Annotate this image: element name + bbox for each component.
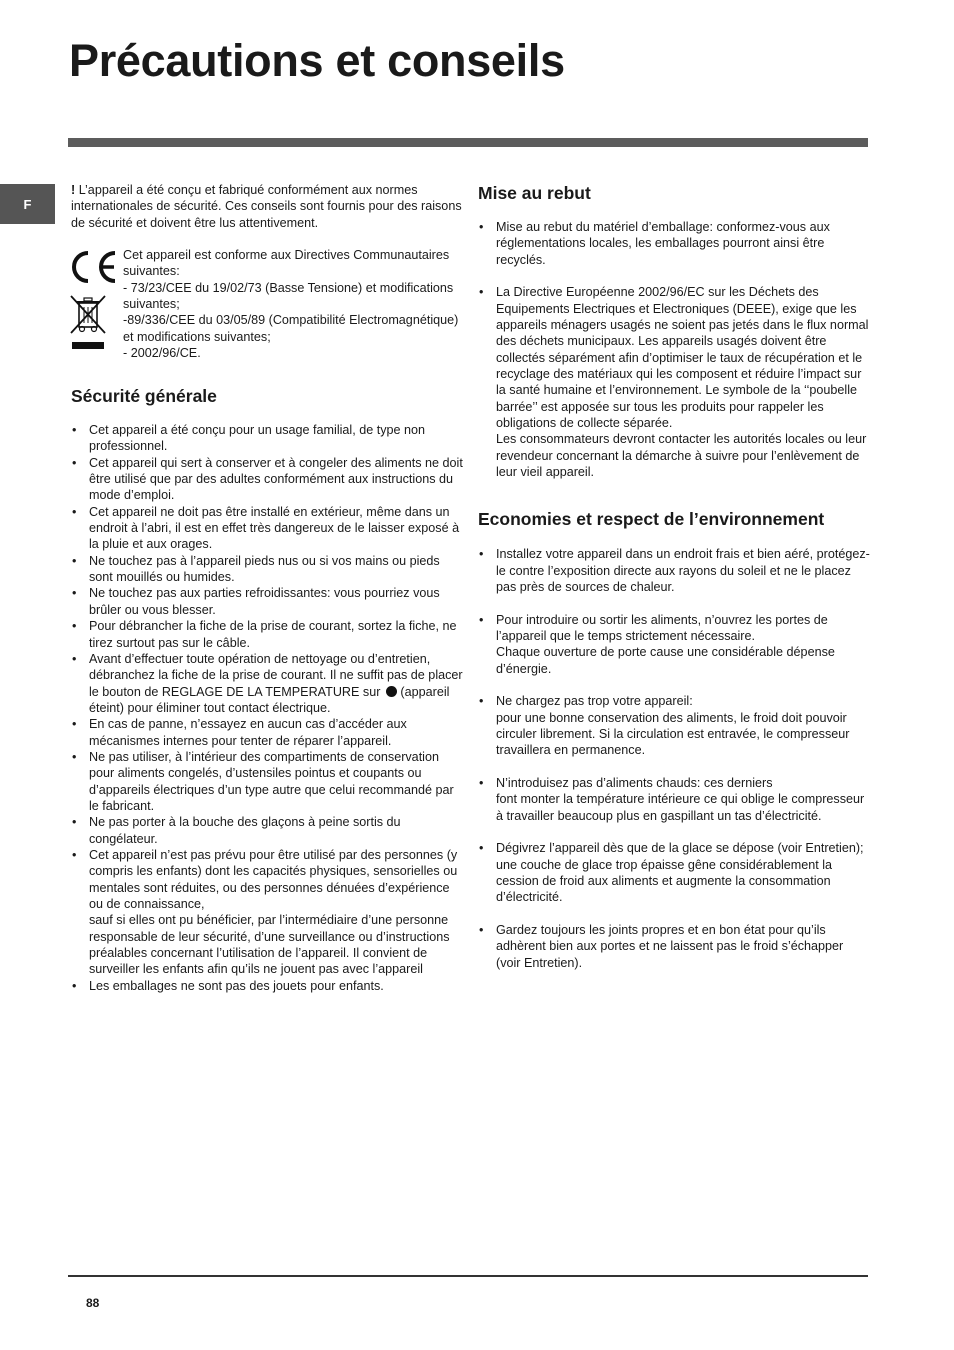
- list-item-text: Chaque ouverture de porte cause une considérable dépense d’énergie.: [496, 645, 835, 676]
- intro-text: L’appareil a été conçu et fabriqué conformément aux normes internationales de sécurité. Ces conseils sont fournis pour des raisons de sécurité et doivent être lus attentivement.: [71, 183, 462, 230]
- list-item: • Dégivrez l’appareil dès que de la glace se dépose (voir Entretien); une couche de glace trop épaisse gêne considérablement la cession de froid aux aliments et augmente la consommation d’électricité.: [478, 840, 870, 905]
- list-item-text: • Pour introduire ou sortir les aliments, n’ouvrez les portes de l’appareil que le temps strictement nécessaire.: [496, 612, 828, 644]
- ce-line: -89/336/CEE du 03/05/89 (Compatibilité Electromagnétique) et modifications suivantes;: [123, 313, 459, 344]
- list-item-text: • La Directive Européenne 2002/96/EC sur les Déchets des Equipements Electriques et Electroniques (DEEE), exige que les appareils ménagers usagés ne soient pas jetés dans le flux normal des déchets municipaux. Les appareils usagés doivent être collectés séparément afin d’optimiser le taux de récupération et le recyclage des matériaux qui les composent et réduire l’impact sur la santé humaine et l’environnement. Le symbole de la ‘‘poubelle barrée’’ est apposée sur tous les produits pour rappeler les obligations de collecte séparée.: [496, 285, 869, 431]
- list-item-text: Avant d’effectuer toute opération de nettoyage ou d’entretien, débranchez la fiche de la prise de courant. Il ne suffit pas de placer le bouton de REGLAGE DE LA TEMPERATURE sur: [89, 651, 463, 699]
- list-item: • Cet appareil a été conçu pour un usage familial, de type non professionnel.: [71, 422, 466, 455]
- page-number: 88: [86, 1296, 100, 1310]
- page-title: Précautions et conseils: [69, 35, 565, 86]
- list-item-text: pour une bonne conservation des aliments, le froid doit pouvoir circuler librement. Si la circulation est entravée, le compresseur travaillera en permanence.: [496, 710, 850, 758]
- list-item-text: Cet appareil n’est pas prévu pour être utilisé par des personnes (y compris les enfants) dont les capacités physiques, sensorielles ou mentales sont réduites, ou des personnes dénuées d’expérience ou de connaissance,: [89, 847, 458, 911]
- securite-heading: Sécurité générale: [71, 386, 217, 407]
- rebut-list: [478, 219, 870, 480]
- ce-conformity-block: [71, 247, 466, 367]
- ce-text: [123, 247, 466, 361]
- economies-list: [478, 546, 870, 971]
- list-item: [478, 284, 870, 480]
- list-item: [478, 693, 870, 758]
- footer-rule: [68, 1275, 868, 1277]
- weee-bar: [72, 342, 104, 349]
- list-item: • En cas de panne, n’essayez en aucun cas d’accéder aux mécanismes internes pour tenter de réparer l’appareil.: [71, 716, 466, 749]
- list-item-text: • N’introduisez pas d’aliments chauds: ces derniers: [496, 776, 773, 791]
- securite-list: [71, 422, 466, 994]
- ce-mark-icon: [69, 247, 121, 287]
- list-item-text: font monter la température intérieure ce qui oblige le compresseur à travailler beaucoup plus en gaspillant un tas d’électricité.: [496, 792, 865, 823]
- ce-line: Cet appareil est conforme aux Directives Communautaires suivantes:: [123, 248, 450, 279]
- language-tab: F: [0, 184, 55, 224]
- list-item: • Cet appareil qui sert à conserver et à congeler des aliments ne doit être utilisé que par des adultes conformément aux instructions du mode d’emploi.: [71, 455, 466, 504]
- header-rule: [68, 138, 868, 147]
- list-item: • Ne pas porter à la bouche des glaçons à peine sortis du congélateur.: [71, 814, 466, 847]
- economies-heading: Economies et respect de l’environnement: [478, 509, 825, 530]
- rebut-heading: Mise au rebut: [478, 183, 591, 203]
- list-item: • Ne touchez pas aux parties refroidissantes: vous pourriez vous brûler ou vous blesser.: [71, 585, 466, 618]
- left-column: [71, 182, 466, 994]
- right-column: [478, 182, 870, 987]
- list-item: [478, 775, 870, 824]
- intro-paragraph: [71, 182, 466, 231]
- ce-line: - 73/23/CEE du 19/02/73 (Basse Tensione) et modifications suivantes;: [123, 280, 454, 312]
- list-item: • Installez votre appareil dans un endroit frais et bien aéré, protégez-le contre l’exposition directe aux rayons du soleil et ne le placez pas près de sources de chaleur.: [478, 546, 870, 595]
- list-item: [71, 847, 466, 978]
- crossed-out-bin-icon: [68, 293, 108, 335]
- list-item: • Ne pas utiliser, à l’intérieur des compartiments de conservation pour aliments congelés, d’ustensiles pointus et coupants ou d’appareils électriques d’un type autre que celui recommandé par le fabricant.: [71, 749, 466, 814]
- list-item-text: Les consommateurs devront contacter les autorités locales ou leur revendeur concernant la démarche à suivre pour l’enlèvement de leur vieil appareil.: [496, 432, 867, 480]
- list-item: • Cet appareil ne doit pas être installé en extérieur, même dans un endroit à l’abri, il est en effet très dangereux de le laisser exposé à la pluie et aux orages.: [71, 504, 466, 553]
- list-item: • Pour débrancher la fiche de la prise de courant, sortez la fiche, ne tirez surtout pas sur le câble.: [71, 618, 466, 651]
- list-item: • Ne touchez pas à l’appareil pieds nus ou si vos mains ou pieds sont mouillés ou humides.: [71, 553, 466, 586]
- list-item: • Les emballages ne sont pas des jouets pour enfants.: [71, 978, 466, 994]
- list-item-text: sauf si elles ont pu bénéficier, par l’intermédiaire d’une personne responsable de leur sécurité, d’une surveillance ou d’instructions préalables concernant l’utilisation de l’appareil. Il convient de surveiller les enfants afin qu’ils ne jouent pas avec l’appareil: [89, 913, 450, 977]
- list-item: • Gardez toujours les joints propres et en bon état pour qu’ils adhèrent bien aux portes et ne laissent pas le froid s’échapper (voir Entretien).: [478, 922, 870, 971]
- warning-mark: !: [71, 183, 76, 197]
- list-item-text: • Ne chargez pas trop votre appareil:: [496, 694, 693, 709]
- list-item-text: (appareil éteint) pour éliminer tout contact électrique.: [89, 684, 450, 715]
- list-item: [71, 651, 466, 716]
- list-item: • Mise au rebut du matériel d’emballage: conformez-vous aux réglementations locales, les emballages pourront ainsi être recyclés.: [478, 219, 870, 268]
- off-position-icon: [386, 686, 397, 697]
- list-item: [478, 612, 870, 677]
- ce-line: - 2002/96/CE.: [123, 346, 201, 361]
